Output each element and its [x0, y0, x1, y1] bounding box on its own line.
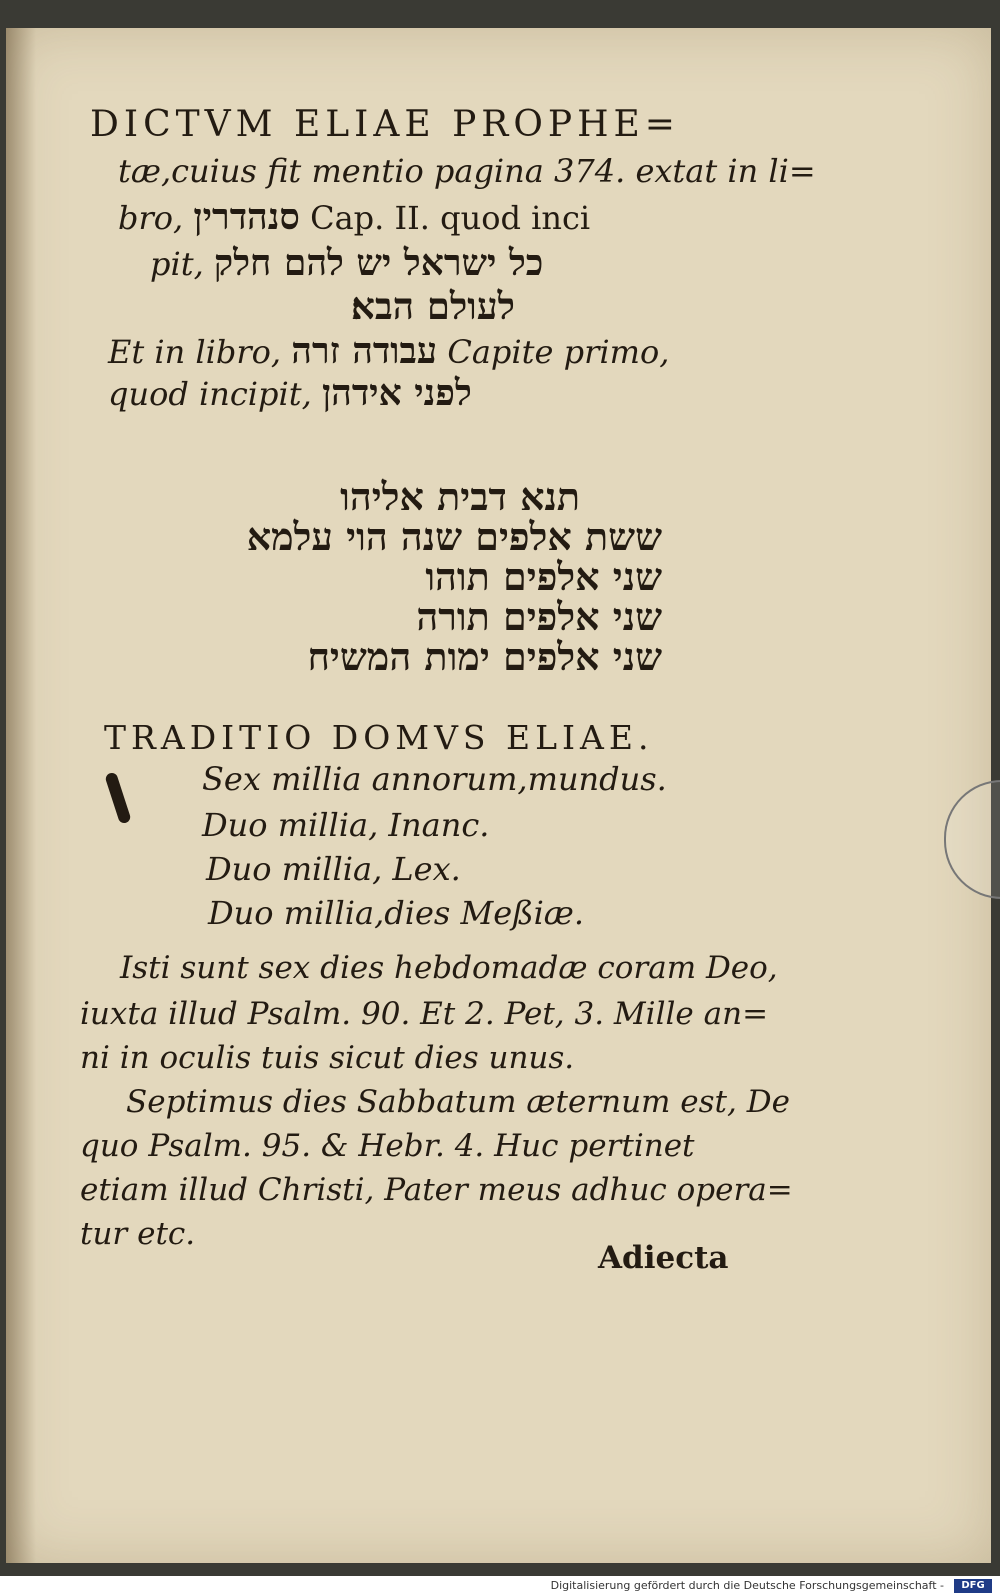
heading-line-2: tæ,cuius fit mentio pagina 374. extat in li= [118, 152, 816, 190]
heading-line-4 [150, 242, 543, 284]
hebrew-avoda-zara: עבודה זרה [291, 330, 438, 372]
heading-line-6 [108, 330, 669, 372]
heading-line-4a: pit, [150, 245, 204, 283]
traditio-line-2: Duo millia, Inanc. [202, 806, 490, 844]
hebrew-block-line-5: שני אלפים ימות המשיח [307, 634, 662, 679]
para1-line-3: ni in oculis tuis sicut dies unus. [80, 1040, 575, 1076]
digitization-footer [0, 1576, 1000, 1596]
heading-line-3a: bro, [118, 199, 184, 237]
hebrew-kol-israel: כל ישראל יש להם חלק [213, 242, 544, 284]
para1-line-2: iuxta illud Psalm. 90. Et 2. Pet, 3. Mille an= [80, 996, 769, 1032]
para2-line-4: tur etc. [80, 1216, 196, 1252]
para2-line-2: quo Psalm. 95. & Hebr. 4. Huc pertinet [80, 1128, 695, 1164]
heading-line-7a: quod incipit, [108, 375, 312, 413]
dfg-logo: DFG [954, 1579, 992, 1593]
para2-line-3: etiam illud Christi, Pater meus adhuc opera= [80, 1172, 793, 1208]
heading-line-6b: Capite primo, [447, 333, 670, 371]
hebrew-olam-haba: לעולם הבא׃ [351, 284, 515, 328]
binding-shadow [6, 28, 36, 1563]
footer-text: Digitalisierung gefördert durch die Deutsche Forschungsgemeinschaft - [550, 1579, 944, 1592]
hebrew-sanhedrin: סנהדרין [193, 196, 300, 238]
traditio-line-4: Duo millia,dies Meßiæ. [208, 894, 585, 932]
para1-line-1: Isti sunt sex dies hebdomadæ coram Deo, [120, 950, 778, 986]
heading-line-6a: Et in libro, [108, 333, 282, 371]
traditio-line-3: Duo millia, Lex. [206, 850, 461, 888]
traditio-title: TRADITIO DOMVS ELIAE. [104, 718, 654, 757]
hebrew-block-line-1: תנא דבית אליהו [340, 474, 580, 519]
heading-line-1: DICTVM ELIAE PROPHE= [90, 104, 680, 145]
para2-line-1: Septimus dies Sabbatum æternum est, De [126, 1084, 790, 1120]
hebrew-lifnei-eideihen: לפני אידהן [321, 372, 472, 414]
catchword: Adiecta [598, 1240, 729, 1276]
heading-line-3b: Cap. II. quod inci [310, 199, 591, 237]
heading-line-7 [108, 372, 472, 414]
hebrew-block-line-4: שני אלפים תורה [416, 594, 662, 639]
heading-line-3 [118, 196, 590, 238]
hebrew-block-line-2: ששת אלפים שנה הוי עלמא [246, 514, 662, 559]
hebrew-block-line-3: שני אלפים תוהו [425, 554, 662, 599]
traditio-line-1: Sex millia annorum,mundus. [202, 760, 667, 798]
